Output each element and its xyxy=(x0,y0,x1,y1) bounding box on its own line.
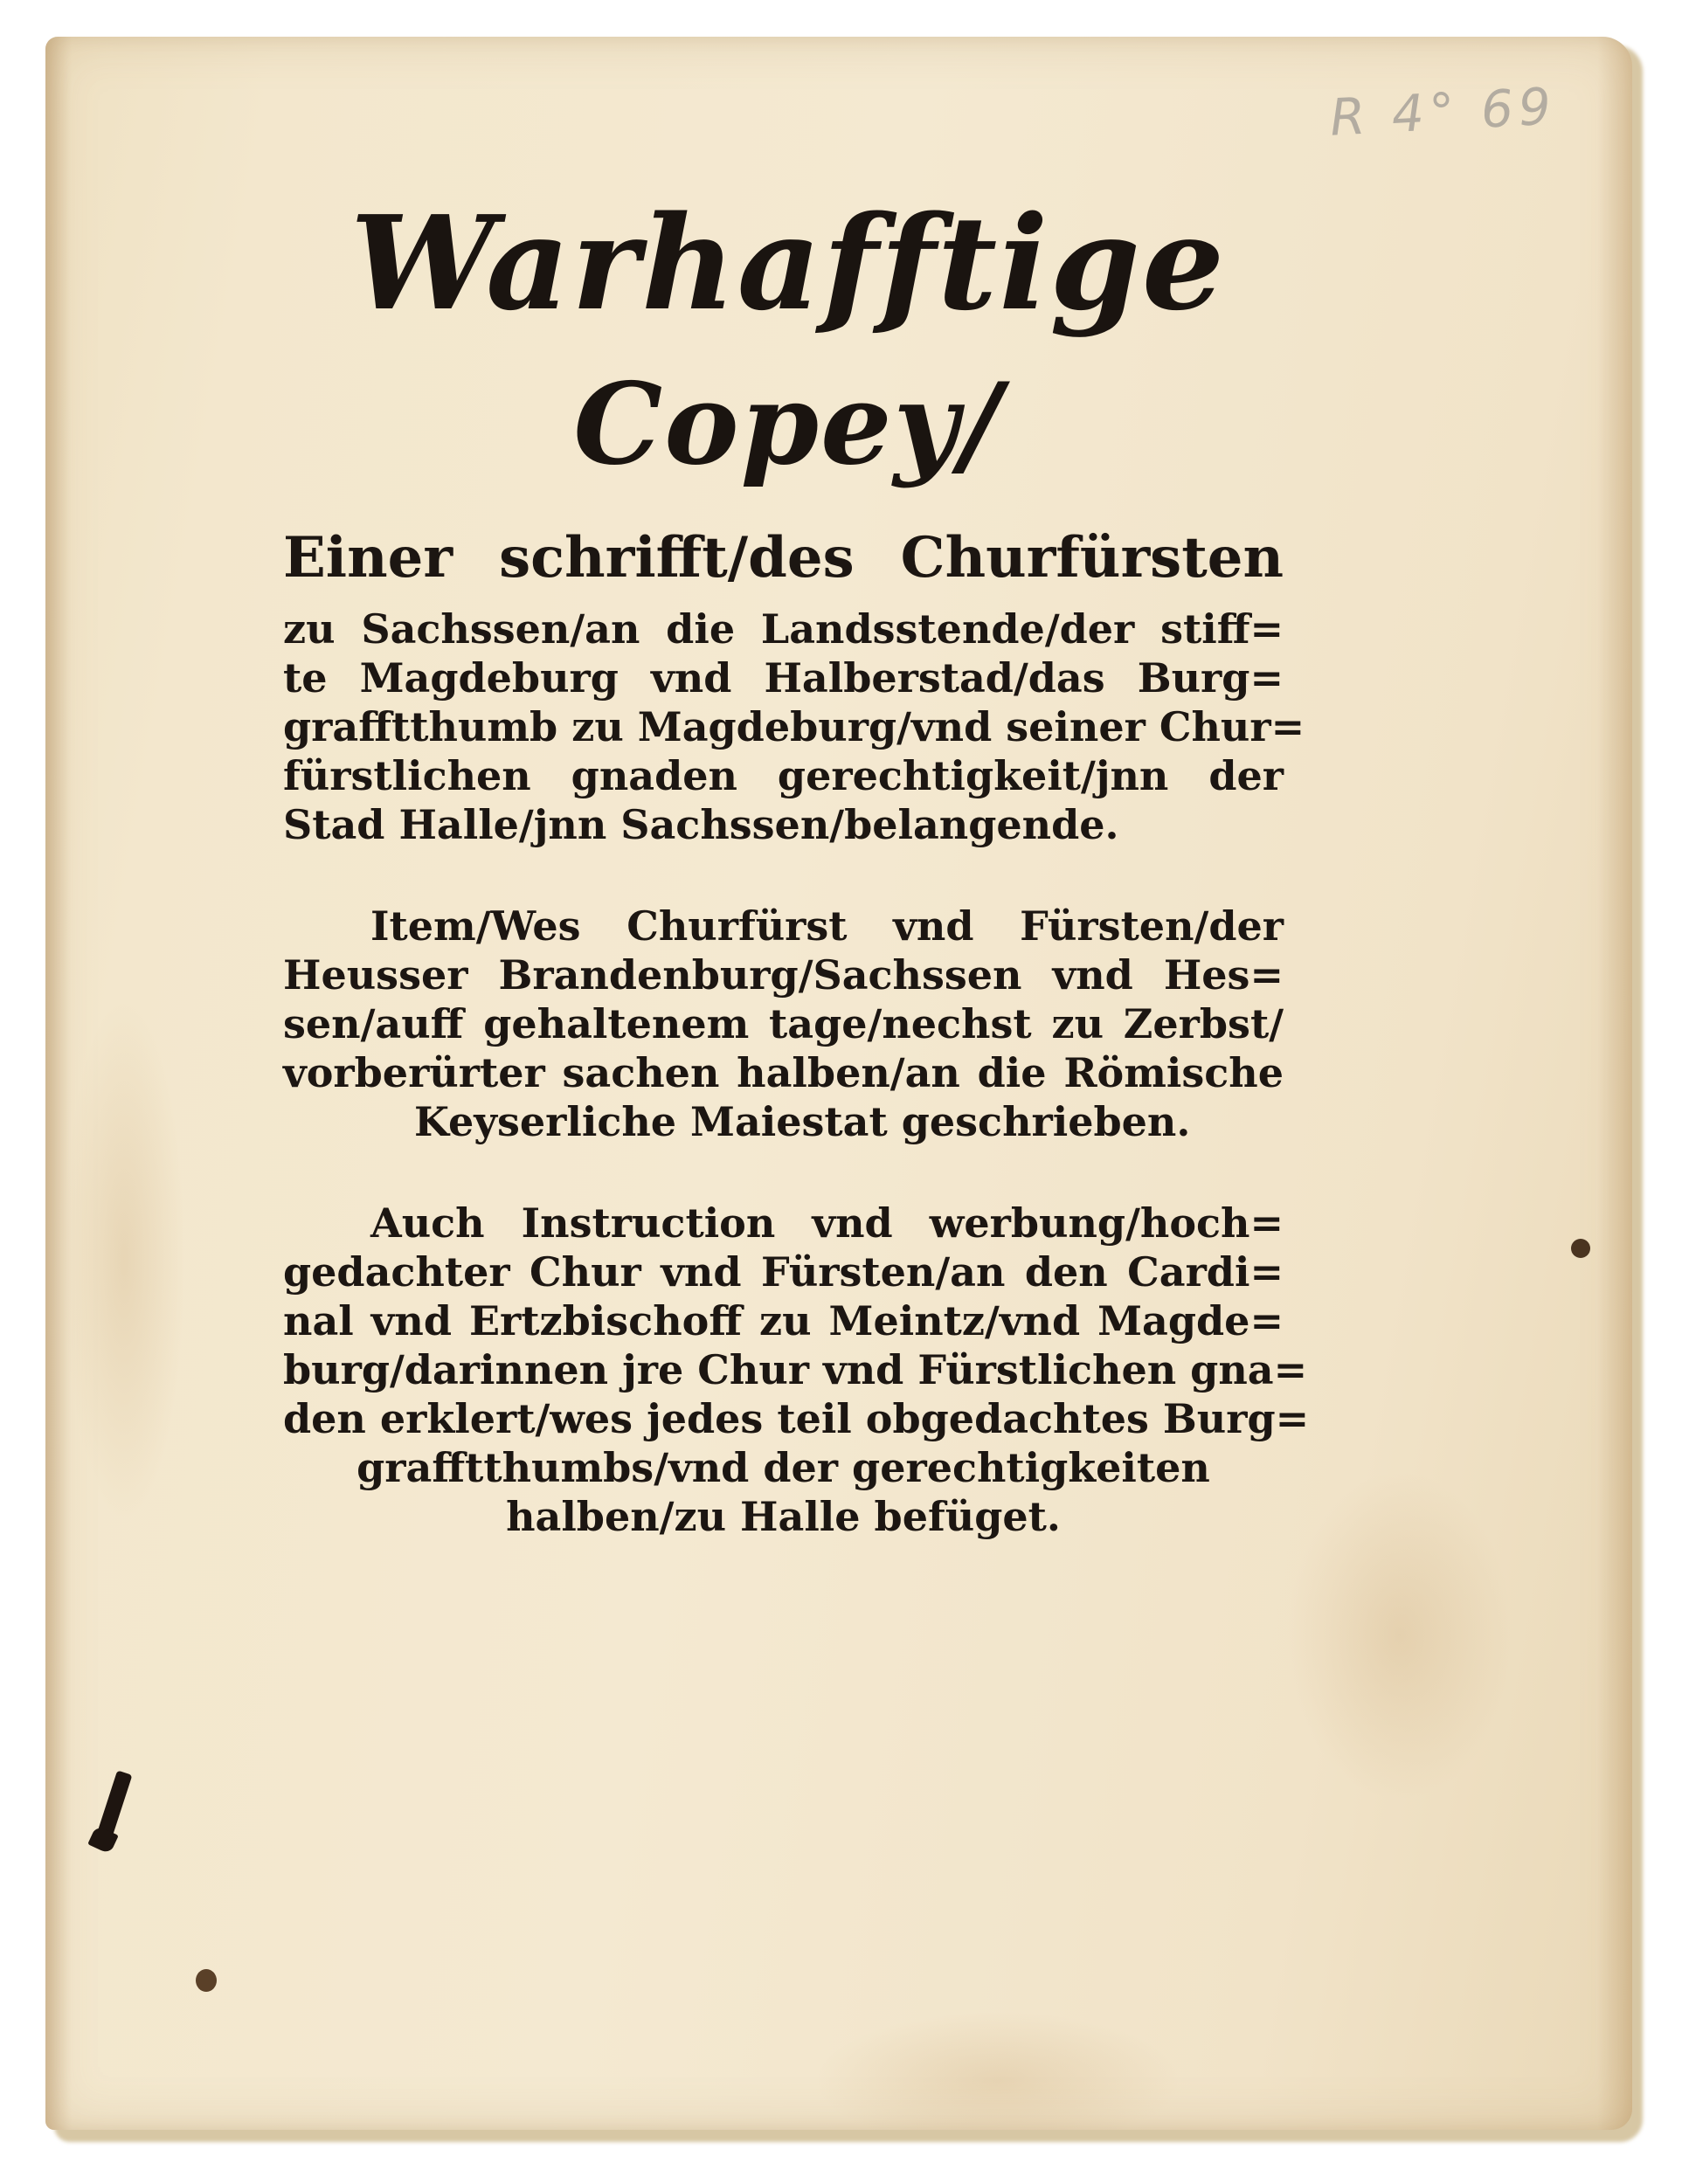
paragraph-1 xyxy=(283,605,1305,849)
subtitle-heading: Einer schrifft/des Churfürsten xyxy=(283,525,1284,591)
paragraph-2 xyxy=(283,902,1284,1146)
page-edge-left xyxy=(45,37,72,2130)
ink-spot xyxy=(196,1969,217,1992)
page-edge-right xyxy=(1597,37,1632,2130)
ink-spot xyxy=(1571,1239,1590,1258)
title-line-2: Copey/ xyxy=(573,359,1003,490)
text-line: Heusser Brandenburg/Sachssen vnd Hes= xyxy=(283,951,1284,999)
text-line: sen/auff gehaltenem tage/nechst zu Zerbst/ xyxy=(283,1000,1284,1047)
water-stain xyxy=(1286,1469,1513,1801)
text-line: Auch Instruction vnd werbung/hoch= xyxy=(370,1199,1284,1247)
text-line: halben/zu Halle befüget. xyxy=(506,1493,1061,1540)
text-line: fürstlichen gnaden gerechtigkeit/jnn der xyxy=(283,752,1284,799)
text-line: zu Sachssen/an die Landsstende/der stiff= xyxy=(283,605,1284,653)
text-line: gedachter Chur vnd Fürsten/an den Cardi= xyxy=(283,1248,1284,1296)
text-line: Stad Halle/jnn Sachssen/belangende. xyxy=(283,801,1119,848)
text-line: Item/Wes Churfürst vnd Fürsten/der xyxy=(370,902,1284,950)
shelfmark-annotation: R 4° 69 xyxy=(1328,76,1558,148)
title-page xyxy=(45,37,1632,2130)
paragraph-3 xyxy=(283,1199,1310,1541)
text-line: grafftthumbs/vnd der gerechtigkeiten xyxy=(356,1444,1210,1491)
text-line: Keyserliche Maiestat geschrieben. xyxy=(414,1098,1191,1145)
title-line-1: Warhafftige xyxy=(350,187,1227,339)
water-stain xyxy=(63,998,185,1522)
text-line: te Magdeburg vnd Halberstad/das Burg= xyxy=(283,654,1284,702)
text-line: nal vnd Ertzbischoff zu Meintz/vnd Magde= xyxy=(283,1297,1284,1344)
text-line: burg/darinnen jre Chur vnd Fürstlichen gna= xyxy=(283,1346,1308,1393)
text-line: den erklert/wes jedes teil obgedachtes Burg= xyxy=(283,1395,1310,1442)
text-line: vorberürter sachen halben/an die Römische xyxy=(283,1049,1284,1096)
text-line: grafftthumb zu Magdeburg/vnd seiner Chur= xyxy=(283,703,1305,750)
water-stain xyxy=(814,2011,1181,2130)
